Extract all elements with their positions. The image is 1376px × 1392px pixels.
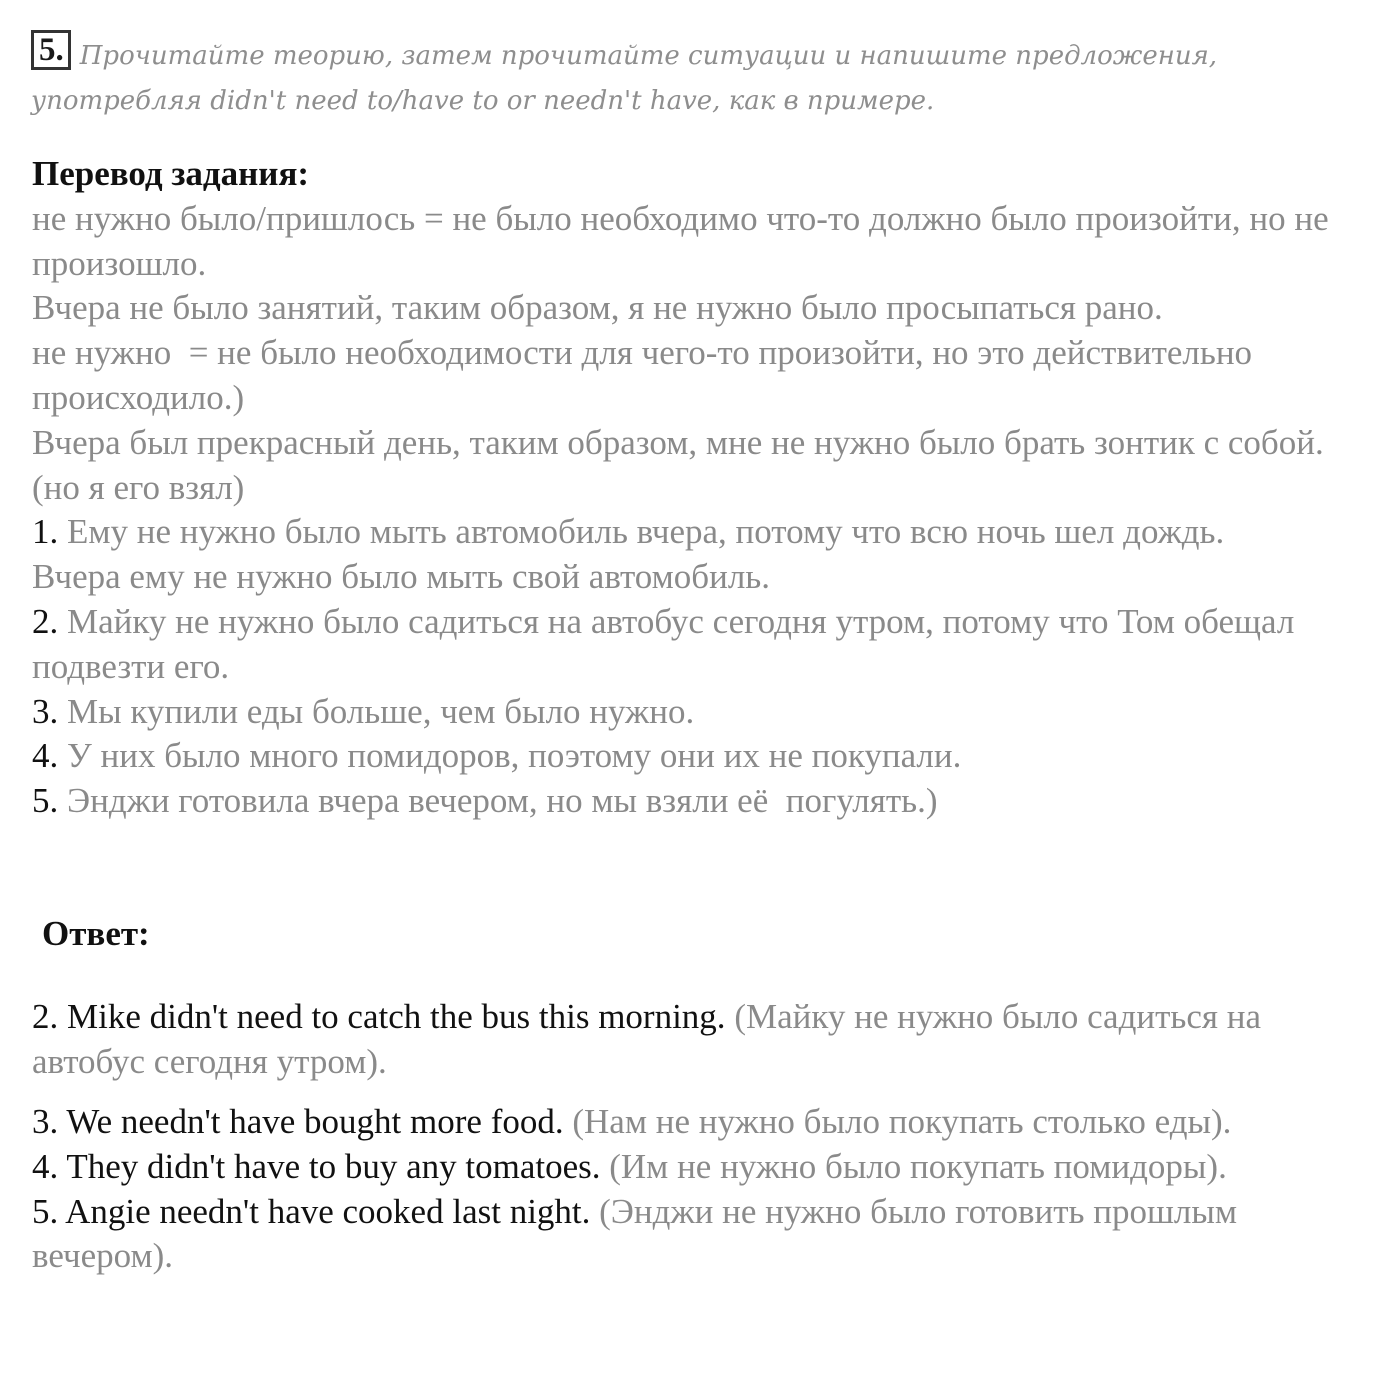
translation-paragraph: Вчера был прекрасный день, таким образом, мне не нужно было брать зонтик с собой. (но я его взял): [32, 422, 1333, 507]
translation-item-4: [32, 734, 1352, 779]
translation-item-1: [32, 510, 1352, 555]
item-number: 2.: [32, 601, 59, 641]
translation-paragraph: Вчера не было занятий, таким образом, я не нужно было просыпаться рано.: [32, 288, 1163, 328]
translation-item-5: [32, 779, 1352, 824]
answer-item-3: [32, 1100, 1352, 1145]
translation-item-3: [32, 690, 1352, 735]
item-text: Мы купили еды больше, чем было нужно.: [58, 691, 695, 731]
task-number-badge: 5.: [31, 30, 71, 70]
item-text: Майку не нужно было садиться на автобус сегодня утром, потому что Том обещал подвезти его.: [32, 601, 1304, 686]
translation-paragraph: не нужно было/пришлось = не было необходимо что-то должно было произойти, но не произошло.: [32, 198, 1338, 283]
answer-english: 4. They didn't have to buy any tomatoes.: [32, 1146, 601, 1186]
item-number: 5.: [32, 781, 59, 821]
answer-item-5: [32, 1190, 1352, 1280]
item-number: 3.: [32, 691, 59, 731]
task-instruction: [31, 30, 1351, 124]
answer-russian: (Им не нужно было покупать помидоры).: [600, 1146, 1227, 1186]
item-text: У них было много помидоров, поэтому они их не покупали.: [58, 736, 962, 776]
answer-heading: Ответ:: [42, 914, 150, 953]
translation-item-1b: [32, 555, 1352, 600]
answer-english: 2. Mike didn't need to catch the bus this morning.: [32, 997, 726, 1036]
answer-item-4: [32, 1145, 1352, 1190]
translation-item-2: [32, 600, 1352, 690]
item-text: Вчера ему не нужно было мыть свой автомобиль.: [32, 557, 771, 597]
translation-section: [32, 152, 1352, 824]
answer-english: 3. We needn't have bought more food.: [32, 1102, 564, 1141]
answer-russian: (Нам не нужно было покупать столько еды).: [563, 1102, 1232, 1141]
translation-heading: Перевод задания:: [32, 154, 310, 193]
item-text: Энджи готовила вчера вечером, но мы взяли её погулять.): [58, 781, 938, 821]
item-number: 1.: [32, 512, 59, 552]
translation-paragraph: не нужно = не было необходимости для чего-то произойти, но это действительно происходило.): [32, 333, 1261, 417]
answer-english: 5. Angie needn't have cooked last night.: [32, 1191, 591, 1231]
answer-list: [32, 1100, 1352, 1279]
answer-russian: (Майку не нужно было садиться на автобус сегодня утром).: [32, 997, 1262, 1081]
answer-item-2: [32, 995, 1352, 1085]
item-number: 4.: [32, 736, 59, 776]
item-text: Ему не нужно было мыть автомобиль вчера, потому что всю ночь шел дождь.: [58, 512, 1225, 552]
task-instruction-text: Прочитайте теорию, затем прочитайте ситуации и напишите предложения, употребляя didn't need to/have to or needn't have, как в примере.: [31, 41, 1218, 116]
answer-russian: (Энджи не нужно было готовить прошлым вечером).: [32, 1191, 1238, 1276]
